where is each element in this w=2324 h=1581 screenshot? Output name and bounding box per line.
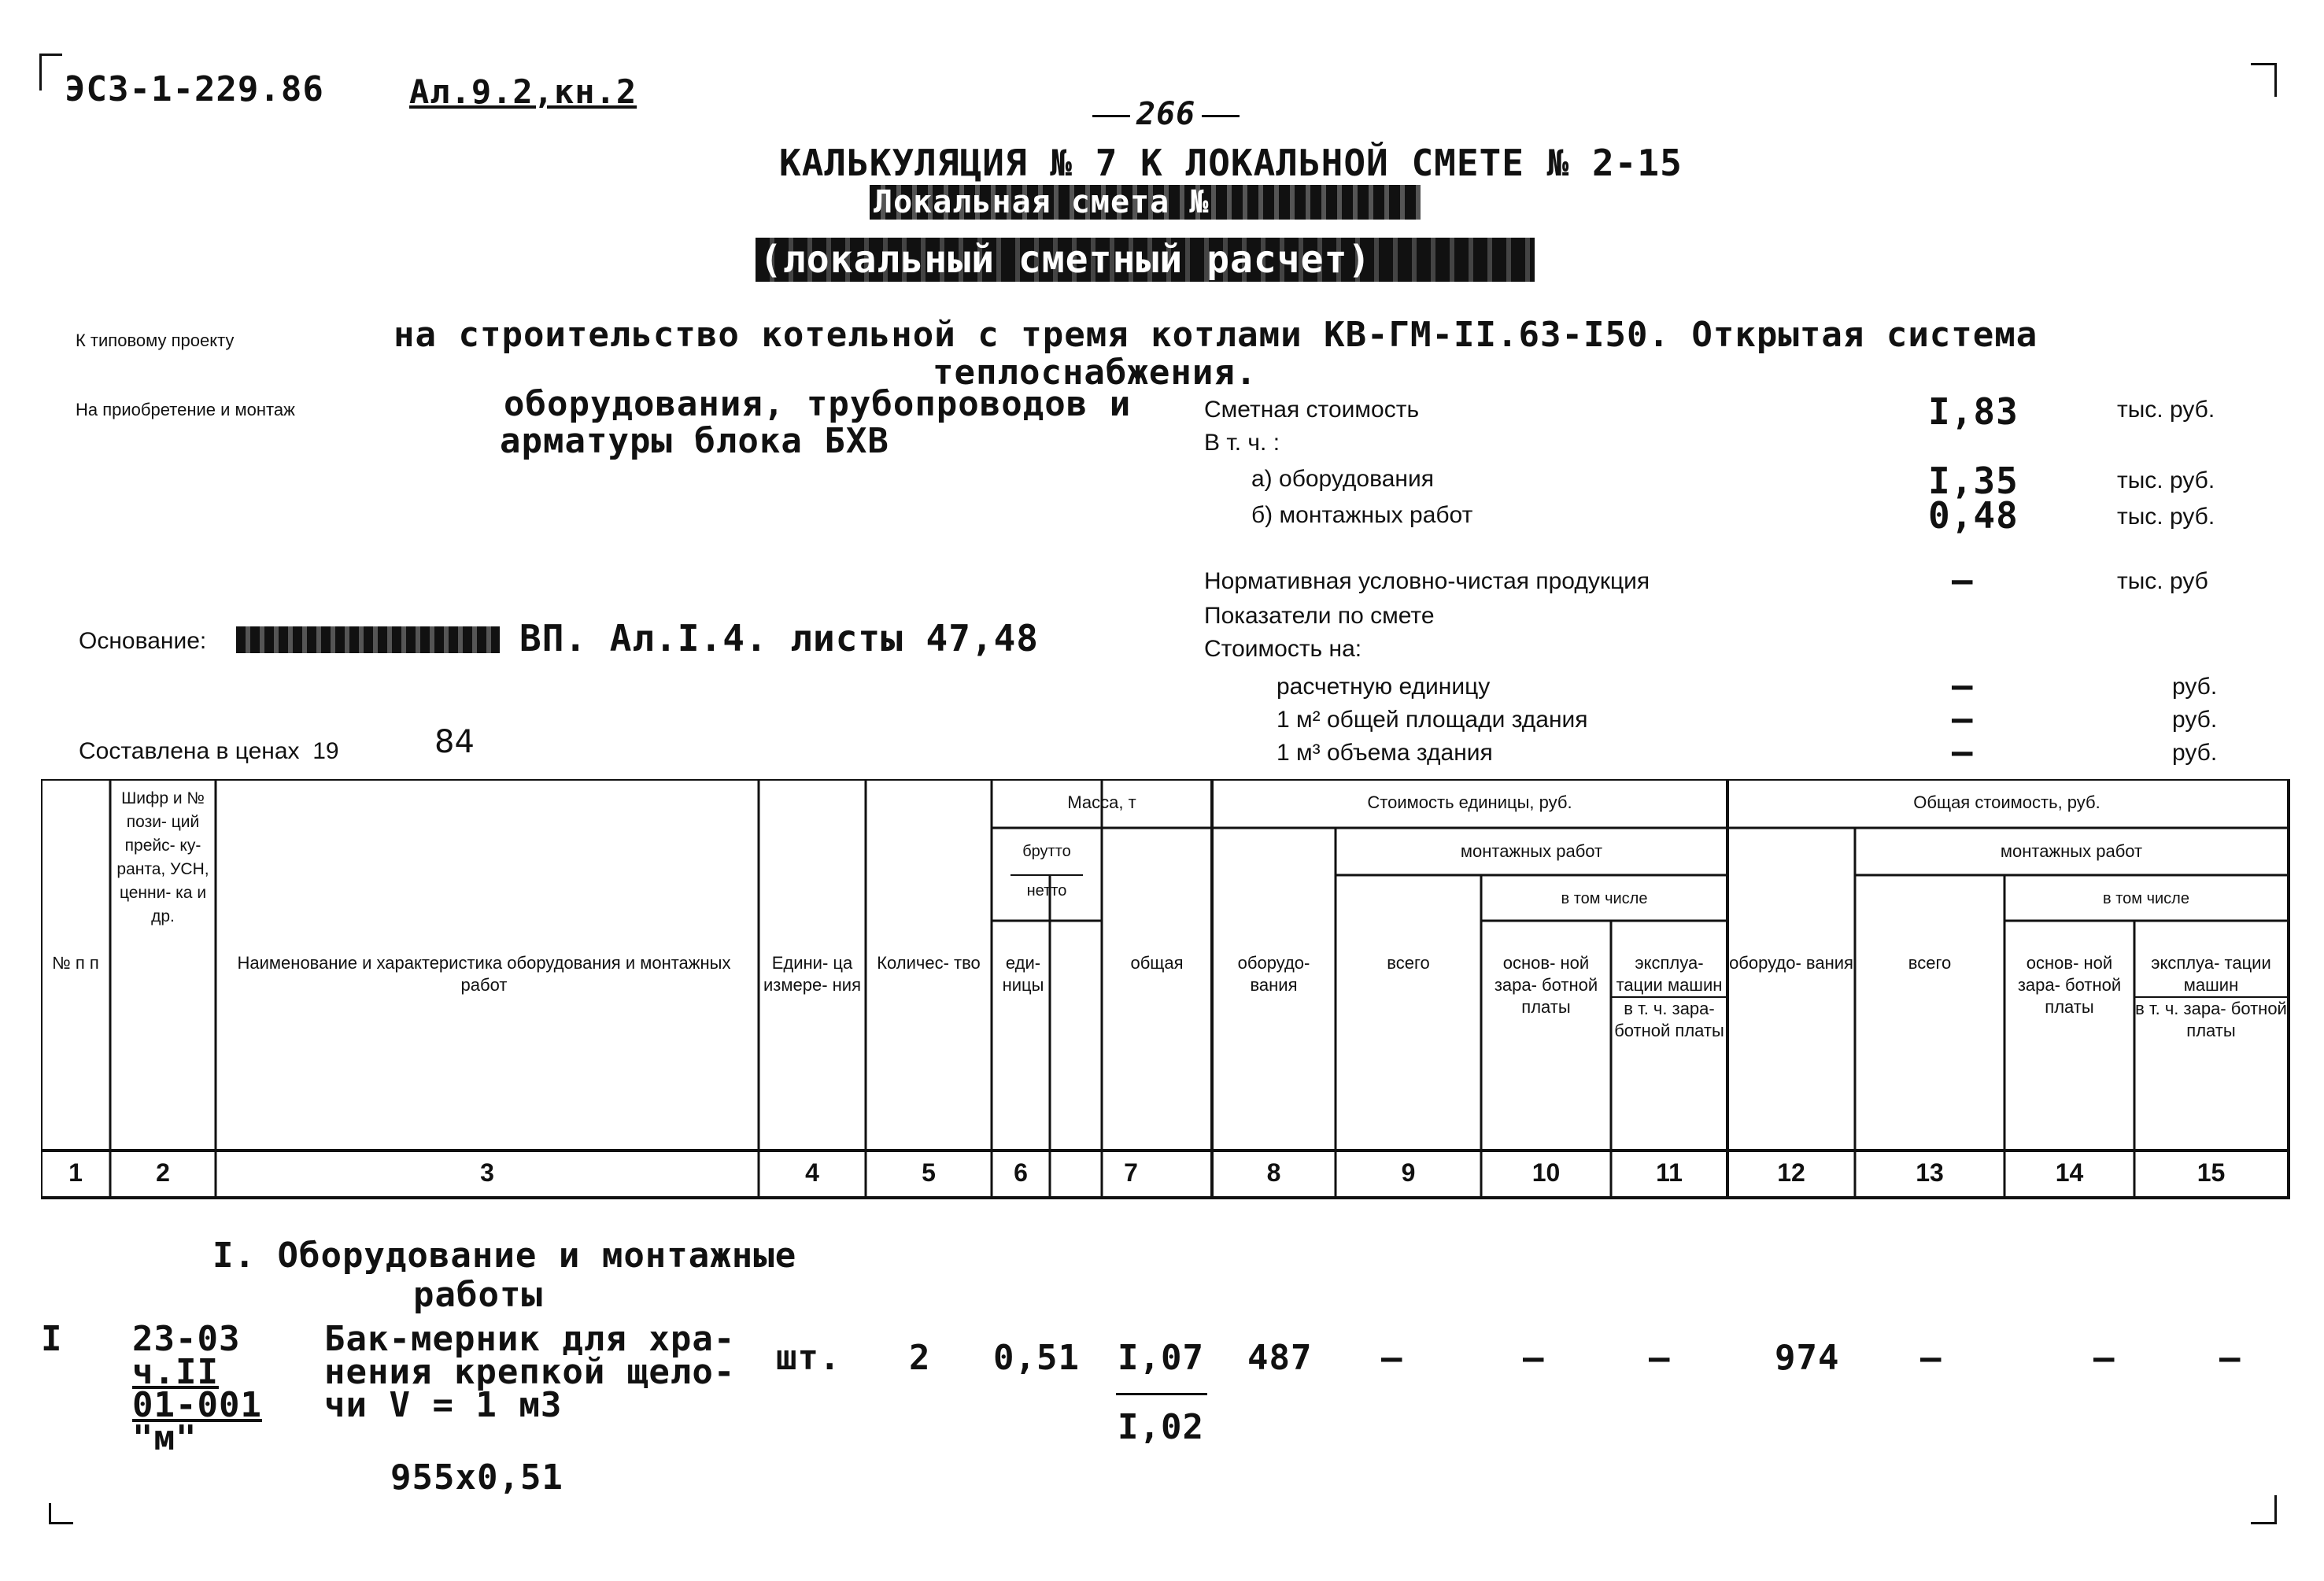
row-1-code-line2: ч.II <box>132 1352 219 1392</box>
col-header-name: Наименование и характеристика оборудования и монтажных работ <box>237 953 731 995</box>
col-header-incl-1: в том числе <box>1561 890 1648 907</box>
row-1-calc: 955х0,51 <box>390 1457 563 1498</box>
row-1-num: I <box>41 1319 63 1359</box>
estimated-cost-label: Сметная стоимость <box>1204 397 1420 423</box>
mounting-cost-unit: тыс. руб. <box>2117 504 2215 530</box>
page-title: КАЛЬКУЛЯЦИЯ № 7 К ЛОКАЛЬНОЙ СМЕТЕ № 2-15 <box>779 142 1683 184</box>
col-header-base-wage-1: основ- ной зара- ботной платы <box>1494 953 1598 1017</box>
row-1-c10: – <box>1523 1338 1545 1378</box>
project-type-value-line1: на строительство котельной с тремя котлами КВ-ГМ-II.63-I50. Открытая система <box>393 315 2038 355</box>
row-1-c11: – <box>1649 1338 1671 1378</box>
col-number-4: 4 <box>805 1158 819 1187</box>
per-area-value: – <box>1952 699 1974 739</box>
row-1-unit: шт. <box>776 1338 841 1378</box>
per-volume-value: – <box>1952 732 1974 772</box>
including-label: В т. ч. : <box>1204 430 1280 456</box>
col-number-7: 7 <box>1124 1158 1138 1187</box>
col-header-equipment-2: оборудо- вания <box>1729 953 1853 973</box>
col-header-equipment-1: оборудо- вания <box>1237 953 1310 995</box>
project-type-label: К типовому проекту <box>76 331 235 350</box>
estimated-cost-value: I,83 <box>1928 390 2019 433</box>
col-number-3: 3 <box>480 1158 494 1187</box>
per-area-label: 1 м² общей площади здания <box>1277 707 1588 733</box>
album-reference: Ал.9.2,кн.2 <box>409 72 637 111</box>
equipment-cost-label: а) оборудования <box>1251 466 1434 492</box>
acquisition-value-line1: оборудования, трубопроводов и <box>504 384 1132 424</box>
col-number-14: 14 <box>2055 1158 2084 1187</box>
row-1-c15: – <box>2219 1338 2241 1378</box>
col-header-num: № п п <box>52 953 99 973</box>
col-header-machines-1 <box>1611 952 1727 1042</box>
col-header-per-unit: еди- ницы <box>1002 953 1044 995</box>
col-header-mass: Масса, т <box>1067 792 1136 812</box>
row-1-name-line2: нения крепкой щело- <box>324 1352 736 1392</box>
row-1-mass-unit: 0,51 <box>993 1338 1080 1378</box>
section-title-line1: I. Оборудование и монтажные <box>212 1236 797 1276</box>
col-header-machines-1-bottom: в т. ч. зара- ботной платы <box>1614 999 1724 1040</box>
col-number-1: 1 <box>68 1158 83 1187</box>
row-1-mass-brutto: I,07 <box>1118 1338 1204 1378</box>
basis-struck-bar <box>236 626 500 653</box>
estimated-cost-unit: тыс. руб. <box>2117 397 2215 423</box>
prices-label <box>79 738 339 765</box>
col-header-code: Шифр и № пози- ций прейс- ку- ранта, УСН, ценни- ка и др. <box>116 789 209 925</box>
col-header-machines-2-bottom: в т. ч. зара- ботной платы <box>2135 999 2287 1040</box>
prices-year: 84 <box>434 724 475 760</box>
normative-product-unit: тыс. руб <box>2117 568 2208 594</box>
crop-mark-top-right <box>2251 63 2277 97</box>
document-code: ЭСЗ-1-229.86 <box>65 69 324 109</box>
per-volume-label: 1 м³ объема здания <box>1277 740 1493 766</box>
col-header-machines-2-top: эксплуа- тации машин <box>2134 952 2288 998</box>
col-header-base-wage-2: основ- ной зара- ботной платы <box>2017 953 2122 1017</box>
col-header-unit: Едини- ца измере- ния <box>763 953 861 995</box>
row-1-name-line3: чи V = 1 м3 <box>324 1385 563 1425</box>
row-1-c9: – <box>1381 1338 1403 1378</box>
crop-mark-top-left <box>39 54 62 91</box>
equipment-cost-unit: тыс. руб. <box>2117 467 2215 493</box>
col-number-9: 9 <box>1401 1158 1416 1187</box>
mounting-cost-value: 0,48 <box>1928 494 2019 537</box>
col-number-8: 8 <box>1266 1158 1281 1187</box>
acquisition-value-line2: арматуры блока БХВ <box>500 421 889 461</box>
col-number-6: 6 <box>1014 1158 1028 1187</box>
row-1-c13: – <box>1920 1338 1942 1378</box>
struck-title-2: (локальный сметный расчет) <box>759 238 1372 282</box>
col-header-total: общая <box>1130 953 1184 973</box>
per-area-unit: руб. <box>2172 707 2218 733</box>
row-1-mass-netto: I,02 <box>1118 1407 1204 1447</box>
col-number-11: 11 <box>1656 1158 1683 1187</box>
col-header-total-cost: Общая стоимость, руб. <box>1913 792 2100 812</box>
basis-label: Основание: <box>79 628 207 654</box>
row-1-code-line4: "м" <box>132 1418 198 1458</box>
col-header-incl-2: в том числе <box>2103 890 2189 907</box>
crop-mark-bottom-right <box>2251 1495 2277 1524</box>
row-1-mass-fraction-line <box>1116 1393 1207 1395</box>
crop-mark-bottom-left <box>49 1503 73 1524</box>
col-header-qty: Количес- тво <box>877 953 981 973</box>
col-header-machines-2 <box>2134 952 2288 1042</box>
indicators-label: Показатели по смете <box>1204 603 1435 629</box>
col-number-2: 2 <box>156 1158 170 1187</box>
per-unit-label: расчетную единицу <box>1277 674 1491 700</box>
mounting-cost-label: б) монтажных работ <box>1251 502 1473 528</box>
col-number-5: 5 <box>922 1158 936 1187</box>
cost-per-label: Стоимость на: <box>1204 636 1362 662</box>
col-header-mounting-works-1: монтажных работ <box>1460 841 1603 861</box>
acquisition-label: На приобретение и монтаж <box>76 400 295 419</box>
prices-label-text: Составлена в ценах <box>79 738 300 764</box>
normative-product-label: Нормативная условно-чистая продукция <box>1204 568 1650 594</box>
col-header-unit-cost: Стоимость единицы, руб. <box>1367 792 1572 812</box>
normative-product-value: – <box>1952 560 1974 600</box>
page-number: 266 <box>1086 96 1246 132</box>
col-header-machines-1-top: эксплуа- тации машин <box>1611 952 1727 998</box>
col-header-all-1: всего <box>1387 953 1430 973</box>
col-number-15: 15 <box>2197 1158 2226 1187</box>
col-header-mounting-works-2: монтажных работ <box>2000 841 2143 861</box>
row-1-equip-unit-cost: 487 <box>1247 1338 1313 1378</box>
equipment-cost-value: I,35 <box>1928 460 2019 502</box>
col-number-13: 13 <box>1916 1158 1944 1187</box>
row-1-code-line1: 23-03 <box>132 1319 241 1359</box>
per-unit-value: – <box>1952 666 1974 706</box>
row-1-qty: 2 <box>909 1338 931 1378</box>
row-1-c14: – <box>2093 1338 2115 1378</box>
row-1-code-line3: 01-001 <box>132 1385 262 1425</box>
struck-title-1: Локальная смета № <box>874 184 1210 220</box>
col-number-12: 12 <box>1777 1158 1805 1187</box>
basis-value: ВП. Ал.I.4. листы 47,48 <box>519 617 1039 659</box>
col-header-brutto: брутто <box>1022 843 1071 860</box>
row-1-equip-total: 974 <box>1775 1338 1840 1378</box>
row-1-name-line1: Бак-мерник для хра- <box>324 1319 736 1359</box>
prices-year-prefix: 19 <box>312 738 339 764</box>
col-header-netto: нетто <box>1026 882 1067 899</box>
col-number-10: 10 <box>1531 1158 1561 1187</box>
project-type-value-line2: теплоснабжения. <box>933 353 1258 393</box>
per-volume-unit: руб. <box>2172 740 2218 766</box>
col-header-all-2: всего <box>1908 953 1952 973</box>
section-title-line2: работы <box>413 1275 543 1315</box>
per-unit-unit: руб. <box>2172 674 2218 700</box>
